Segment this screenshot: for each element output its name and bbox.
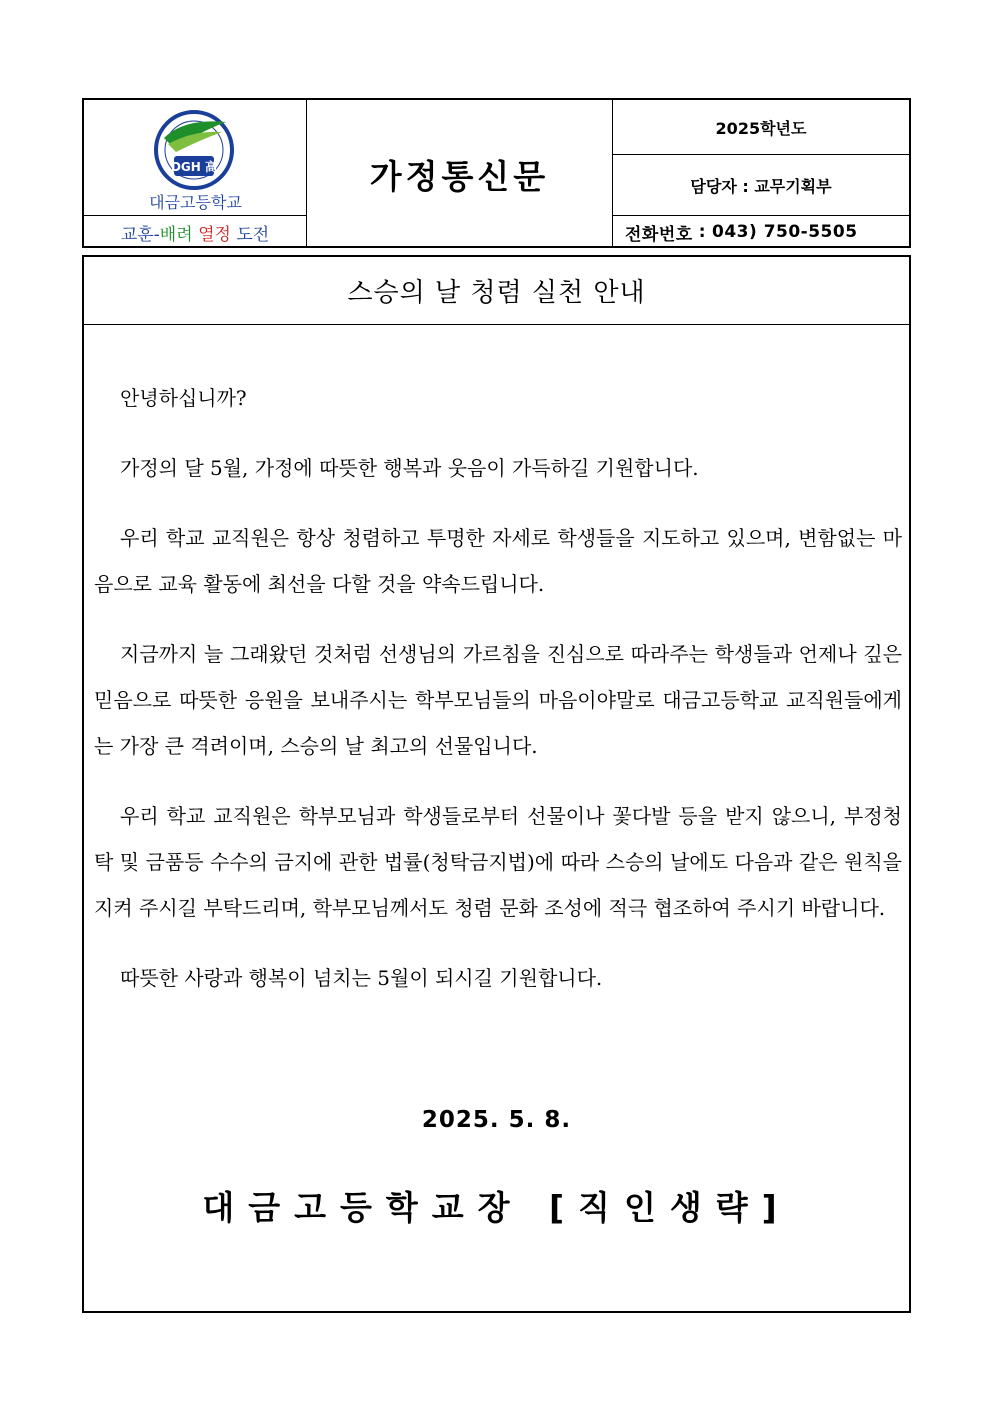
department-contact: 담당자 : 교무기획부: [613, 155, 909, 216]
paragraph-integrity-promise: 우리 학교 교직원은 항상 청렴하고 투명한 자세로 학생들을 지도하고 있으며, 변함없는 마음으로 교육 활동에 최선을 다할 것을 약속드립니다.: [94, 526, 902, 596]
paragraph-greeting: 안녕하십니까?: [120, 386, 247, 410]
school-logo-cell: [84, 100, 307, 216]
paragraph-closing: 따뜻한 사랑과 행복이 넘치는 5월이 되시길 기원합니다.: [120, 966, 603, 990]
notice-text: [94, 375, 902, 1025]
phone-separator: :: [698, 222, 707, 242]
school-motto: [84, 216, 307, 248]
school-emblem-icon: [134, 108, 254, 192]
motto-word-consideration: 배려: [159, 224, 193, 245]
paragraph-may-wishes: 가정의 달 5월, 가정에 따뜻한 행복과 웃음이 가득하길 기원합니다.: [120, 456, 699, 480]
school-year: 2025학년도: [613, 100, 909, 155]
svg-text:DGH 高: DGH 高: [170, 160, 218, 174]
motto-word-passion: 열정: [198, 224, 231, 245]
document-title: 가정통신문: [369, 156, 550, 196]
phone-value: 043) 750-5505: [712, 222, 858, 242]
notice-date: 2025. 5. 8.: [421, 1107, 572, 1133]
paragraph-gratitude: 지금까지 늘 그래왔던 것처럼 선생님의 가르침을 진심으로 따라주는 학생들과 언제나 깊은 믿음으로 따뜻한 응원을 보내주시는 학부모님들의 마음이야말로 대금고등학교 교직원들에게는 가장 큰 격려이며, 스승의 날 최고의 선물입니다.: [94, 642, 902, 758]
newsletter-header: [82, 98, 911, 248]
principal-signature: 대금고등학교장 [직인생략]: [202, 1188, 791, 1227]
motto-prefix: 교훈-: [120, 224, 160, 245]
paragraph-no-gifts: 우리 학교 교직원은 학부모님과 학생들로부터 선물이나 꽃다발 등을 받지 않으니, 부정청탁 및 금품등 수수의 금지에 관한 법률(청탁금지법)에 따라 스승의 날에도 다음과 같은 원칙을 지켜 주시길 부탁드리며, 학부모님께서도 청렴 문화 조성에 적극 협조하여 주시기 바랍니다.: [94, 804, 902, 920]
motto-word-challenge: 도전: [236, 224, 270, 245]
notice-subject: 스승의 날 청렴 실천 안내: [84, 257, 909, 325]
school-name: 대금고등학교: [149, 193, 242, 212]
phone-number: [613, 216, 909, 248]
document-title-cell: [307, 100, 613, 248]
notice-body-box: [82, 255, 911, 1313]
phone-label: 전화번호: [625, 224, 693, 245]
